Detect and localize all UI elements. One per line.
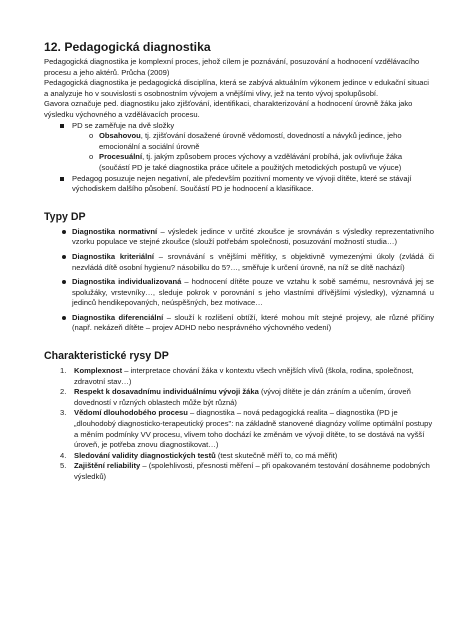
type-term: Diagnostika kriteriální [72,251,155,261]
trait-term: Zajištění reliability [74,461,141,471]
type-term: Diagnostika normativní [72,226,158,236]
focus-item-term: Obsahovou [99,131,141,141]
type-text: – slouží k rozlišení obtíží, které mohou mít stejné projevy, ale různé příčiny (např. nekázeň dítěte – projev ADHD nebo nesprávného výchovného vedení) [72,312,434,333]
focus-sublist [72,131,434,173]
focus-list [44,121,434,195]
type-text: – srovnávání s vnějšími měřítky, s objektivně vymezenými úkoly (zvládá či nezvládá dítě osobní hygienu? násobilku do 5?…, směřuje k určení úrovně, na níž se dítě nachází) [72,251,434,272]
list-item [72,227,434,248]
focus-after [60,174,434,195]
list-item [72,277,434,309]
types-list [44,227,434,334]
type-text: – hodnocení dítěte pouze ve vztahu k sobě samému, nesrovnává jej se spolužáky, vrstevníky…, sleduje pokrok v porovnání s jeho vlastními dřívějšími výsledky), významná u jedinců hendikepovaných, neúspěšných, bez motivace… [72,277,434,308]
trait-text: – (spolehlivosti, přesnosti měření – při opakovaném testování dosáhneme podobných výsledků) [74,461,430,481]
trait-text: (vývoj dítěte je dán zráním a učením, úroveň dovedností v různých oblastech může být různá) [74,387,411,407]
intro-paragraph-2: Pedagogická diagnostika je pedagogická disciplína, která se zabývá aktuálním výkonem jedince v edukační situaci a analyzuje ho v souvislosti s osobnostním vývojem a vnějšími vlivy, jež na tento vývoj spolupůsobí. [44,78,429,98]
list-item [60,408,434,450]
list-item [60,387,434,408]
traits-list [44,366,434,483]
trait-number: 2. [60,387,67,397]
types-section [44,211,434,334]
focus-item-text: , tj. jakým způsobem proces výchovy a vzdělávání probíhá, jak ovlivňuje žáka (součástí PD je také diagnostika práce učitele a použitých metodických postupů ve výuce) [99,152,403,172]
list-item [60,366,434,387]
focus-item-procesualni [89,152,434,173]
focus-after-text: Pedagog posuzuje nejen negativní, ale především pozitivní momenty ve vývoji dítěte, které se stávají východiskem dalšího působení. Součástí PD je hodnocení a klasifikace. [72,173,412,194]
list-item [60,461,434,482]
trait-text: – interpretace chování žáka v kontextu všech vnějších vlivů (škola, rodina, společnost, zdravotní stav…) [74,366,414,386]
type-term: Diagnostika individualizovaná [72,277,182,287]
trait-term: Sledování validity diagnostických testů [74,450,216,460]
types-heading: Typy DP [44,210,86,223]
trait-term: Respekt k dosavadnímu individuálnímu vývoji žáka [74,387,259,397]
type-text: – výsledek jedince v určité zkoušce je srovnáván s výsledky reprezentativního vzorku populace ve stejné zkoušce (slouží potřebám společnosti, posuzování možností studia…) [72,226,434,247]
traits-heading: Charakteristické rysy DP [44,350,169,363]
trait-term: Vědomí dlouhodobého procesu [74,408,188,418]
trait-number: 5. [60,461,67,471]
page-title: 12. Pedagogická diagnostika [44,40,211,54]
list-item [60,450,434,462]
trait-number: 4. [60,450,67,460]
list-item [72,252,434,273]
focus-item-text: , tj. zjišťování dosažené úrovně vědomostí, dovedností a návyků jedince, jeho emocionální a sociální úrovně [99,131,402,151]
intro-paragraph-3: Gavora označuje ped. diagnostiku jako zjišťování, identifikaci, charakterizování a hodnocení úrovně žáka jako výsledku výchovného a vzdělávacích procesu. [44,99,413,119]
intro-paragraph-1: Pedagogická diagnostika je komplexní proces, jehož cílem je poznávání, posuzování a hodnocení vzdělávacího procesu a jeho aktérů. Průcha (2009) [44,57,420,77]
trait-text: (test skutečně měří to, co má měřit) [215,450,338,460]
focus-lead [60,121,434,174]
focus-item-obsahova [89,131,434,152]
trait-term: Komplexnost [74,366,123,376]
type-term: Diagnostika diferenciální [72,312,164,322]
focus-item-term: Procesuální [99,152,143,162]
focus-lead-text: PD se zaměřuje na dvě složky [72,120,175,130]
list-item [72,313,434,334]
traits-section [44,350,434,483]
trait-text: – diagnostika – nová pedagogická realita – diagnostika (PD je „dlouhodobý diagnosticko-terapeutický proces": na základně stanovené diagnózy volíme optimální postupy a měním podmínky VV procesu, vlivem toho dochází ke změnám ve vývoji dítěte, to se dostává na vyšší úroveň, je potřeba znovu diagnostikovat…) [74,408,433,450]
trait-number: 3. [60,408,67,418]
trait-number: 1. [60,366,67,376]
